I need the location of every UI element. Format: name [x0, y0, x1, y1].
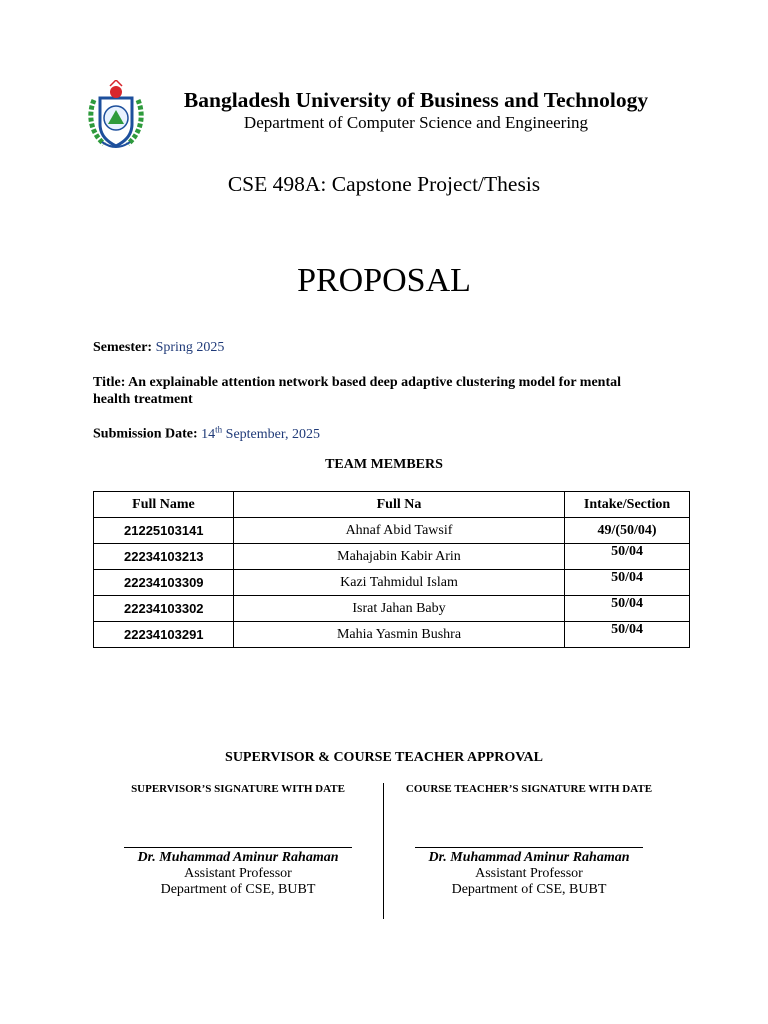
submission-value — [201, 424, 320, 442]
submission-date-field — [93, 424, 320, 443]
team-members-table — [93, 491, 690, 648]
supervisor-department: Department of CSE, BUBT — [160, 882, 316, 897]
university-name: Bangladesh University of Business and Technology — [183, 88, 649, 112]
title-field — [93, 374, 653, 408]
column-header: Full Name — [94, 492, 234, 518]
submission-day: 14 — [201, 426, 216, 442]
submission-day-suffix: th — [215, 424, 223, 434]
member-id: 22234103309 — [94, 570, 234, 596]
supervisor-name: Dr. Muhammad Aminur Rahaman — [137, 850, 339, 865]
member-name: Ahnaf Abid Tawsif — [233, 518, 564, 544]
member-id: 21225103141 — [94, 518, 234, 544]
semester-label: Semester: — [93, 340, 153, 355]
member-section: 50/04 — [565, 544, 690, 570]
table-row — [94, 622, 690, 648]
table-row — [94, 570, 690, 596]
column-header: Intake/Section — [565, 492, 690, 518]
table-row — [94, 596, 690, 622]
member-section: 50/04 — [565, 622, 690, 648]
table-row — [94, 518, 690, 544]
semester-field — [93, 340, 224, 356]
column-header: Full Na — [233, 492, 564, 518]
supervisor-signature-block — [93, 783, 383, 898]
member-name: Kazi Tahmidul Islam — [233, 570, 564, 596]
signature-line — [124, 847, 352, 848]
member-id: 22234103302 — [94, 596, 234, 622]
signature-line — [415, 847, 643, 848]
course-teacher-role: Assistant Professor — [475, 866, 583, 881]
semester-value: Spring 2025 — [155, 340, 225, 355]
member-name: Israt Jahan Baby — [233, 596, 564, 622]
document-type: PROPOSAL — [297, 262, 471, 299]
course-teacher-signature-heading: COURSE TEACHER’S SIGNATURE WITH DATE — [405, 783, 653, 795]
table-header-row — [94, 492, 690, 518]
member-name: Mahia Yasmin Bushra — [233, 622, 564, 648]
member-id: 22234103213 — [94, 544, 234, 570]
member-id: 22234103291 — [94, 622, 234, 648]
member-name: Mahajabin Kabir Arin — [233, 544, 564, 570]
table-row — [94, 544, 690, 570]
approval-heading: SUPERVISOR & COURSE TEACHER APPROVAL — [225, 750, 543, 765]
title-label: Title: — [93, 375, 126, 390]
member-section: 50/04 — [565, 570, 690, 596]
course-teacher-name: Dr. Muhammad Aminur Rahaman — [428, 850, 630, 865]
department-name: Department of Computer Science and Engineering — [243, 113, 589, 132]
course-title: CSE 498A: Capstone Project/Thesis — [227, 172, 541, 196]
member-section: 49/(50/04) — [565, 518, 690, 544]
submission-label: Submission Date: — [93, 426, 198, 442]
team-members-heading: TEAM MEMBERS — [325, 457, 443, 472]
supervisor-role: Assistant Professor — [184, 866, 292, 881]
supervisor-signature-heading: SUPERVISOR’S SIGNATURE WITH DATE — [131, 783, 345, 795]
course-teacher-department: Department of CSE, BUBT — [451, 882, 607, 897]
submission-month-year: September, 2025 — [222, 426, 320, 442]
title-value: An explainable attention network based deep adaptive clustering model for mental health treatment — [93, 375, 621, 407]
course-teacher-signature-block — [384, 783, 674, 898]
member-section: 50/04 — [565, 596, 690, 622]
